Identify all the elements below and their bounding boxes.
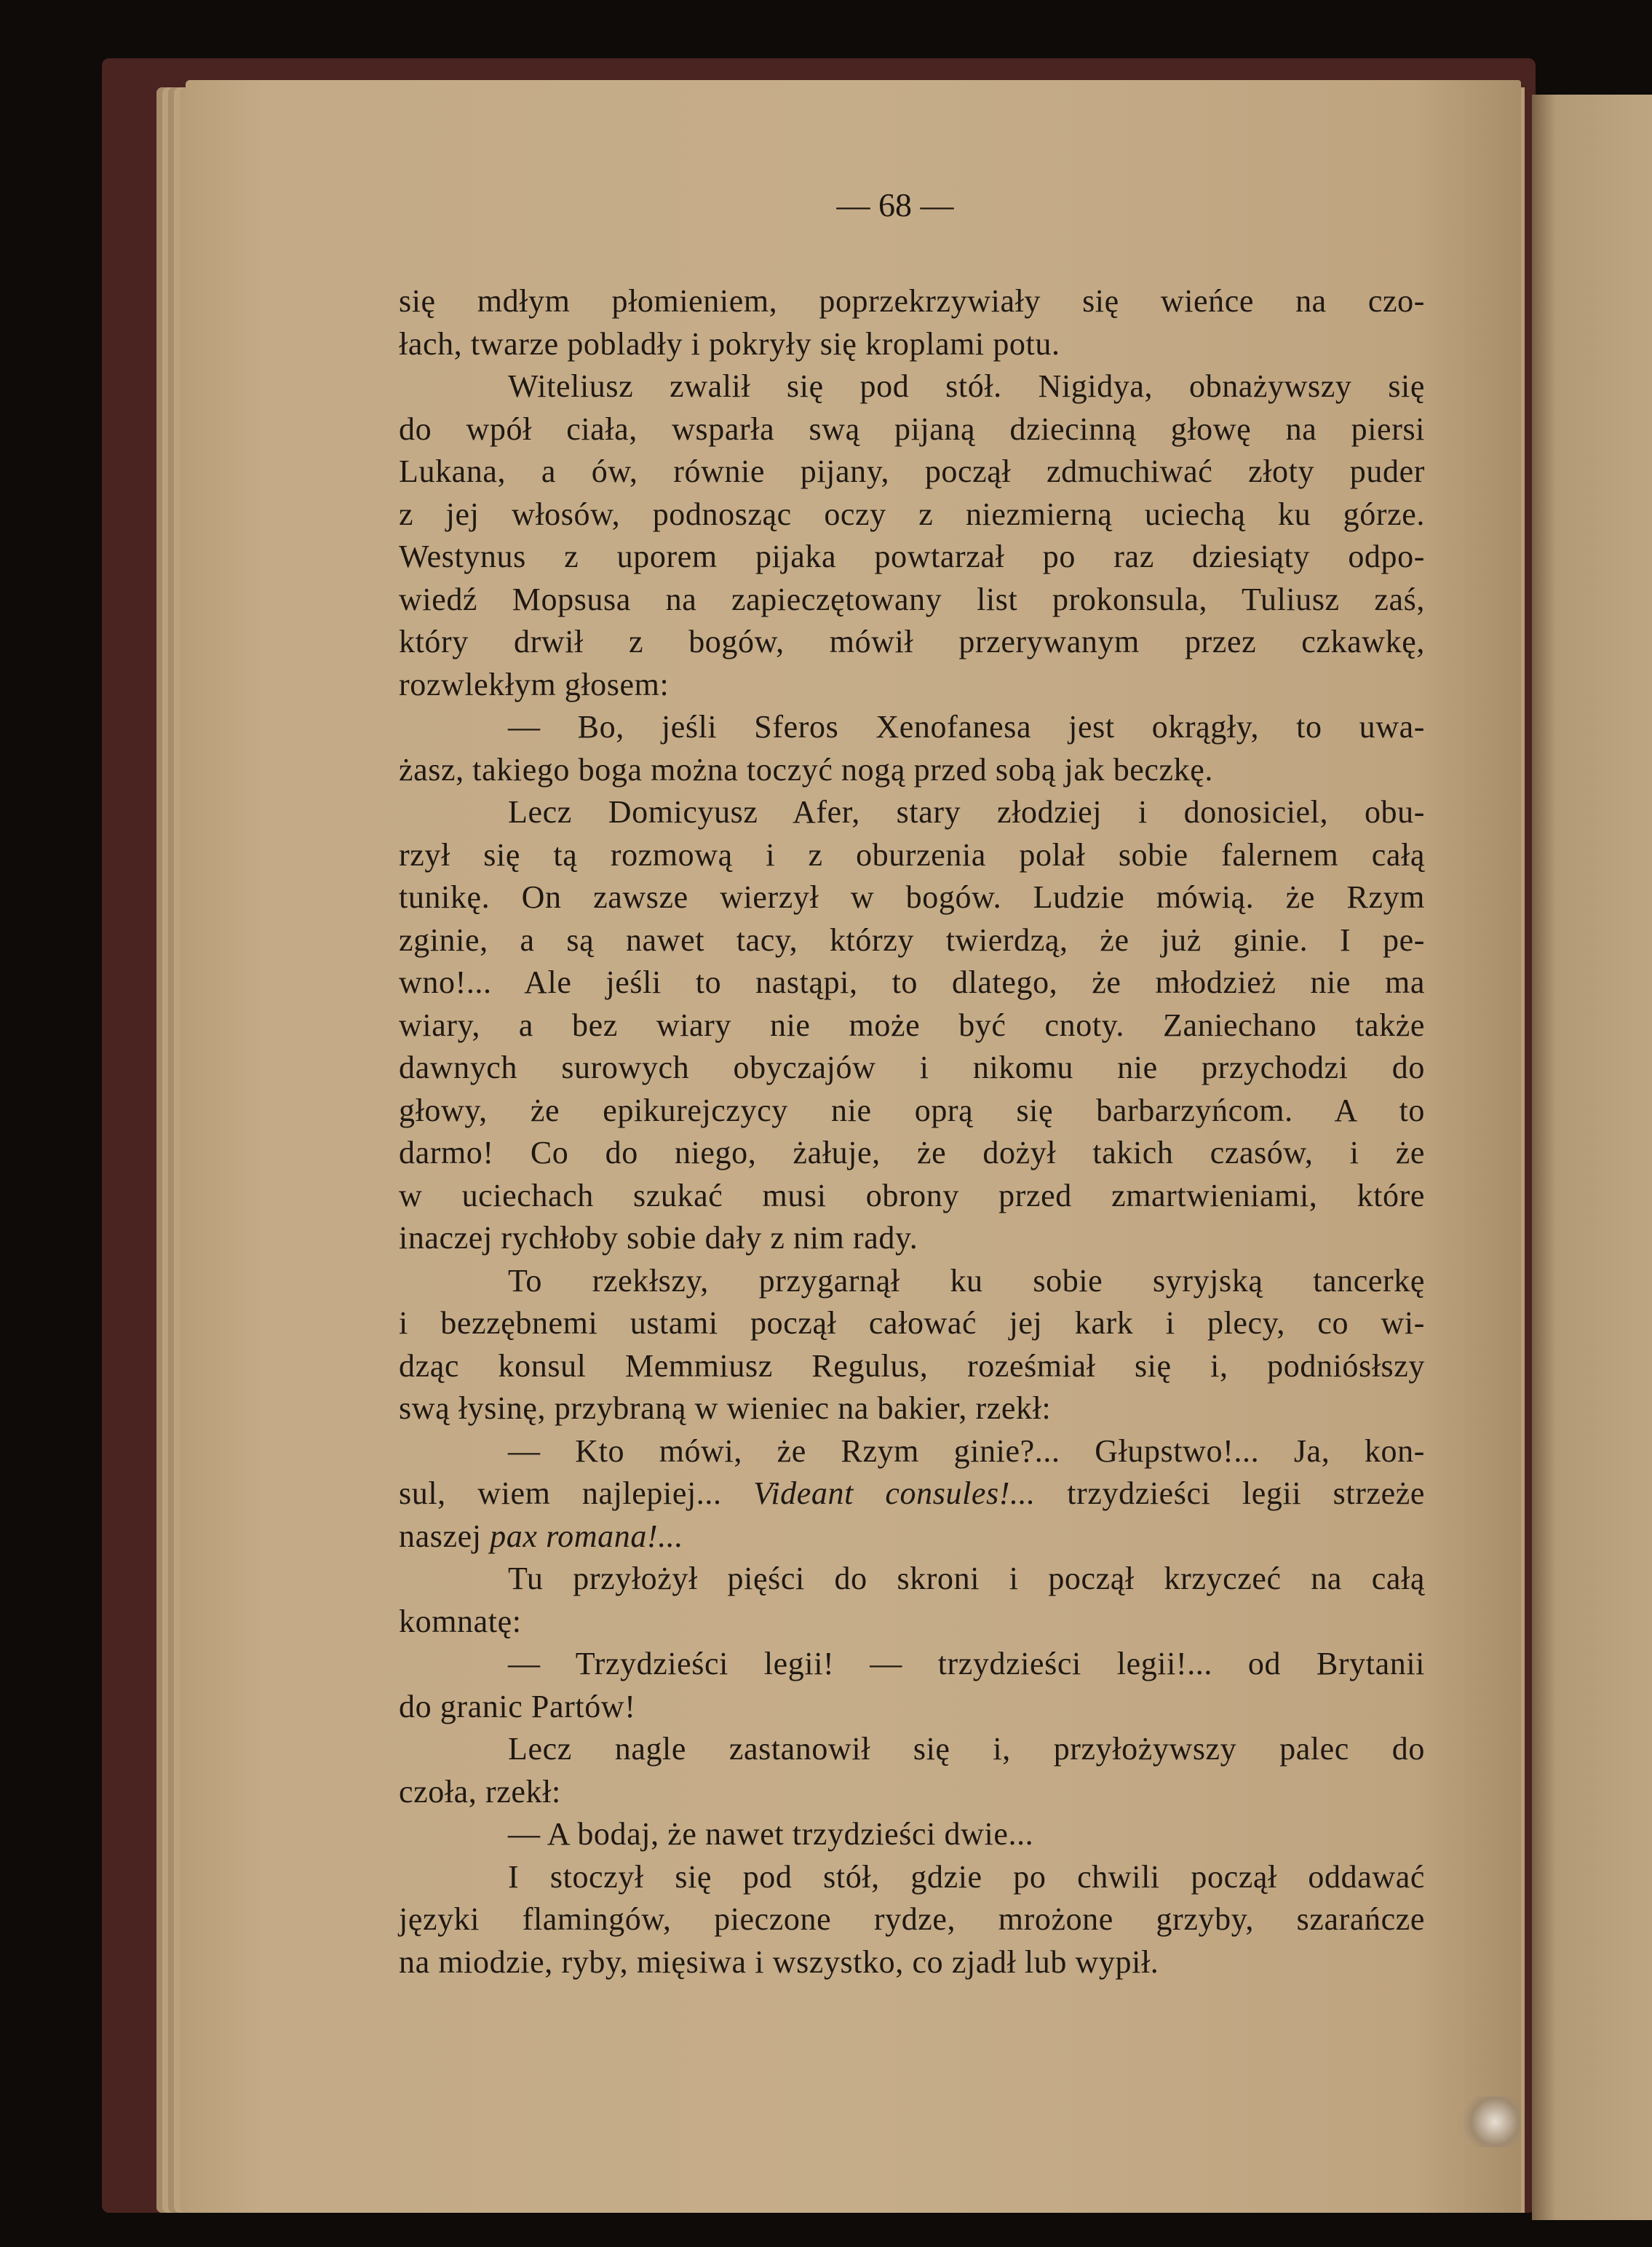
italic-phrase: pax romana!...: [490, 1518, 683, 1554]
text-line: inaczej rychłoby sobie dały z nim rady.: [399, 1220, 918, 1256]
text-line: To rzekłszy, przygarnął ku sobie syryjską tancerkę: [508, 1262, 1425, 1299]
text-line: — Kto mówi, że Rzym ginie?... Głupstwo!... Ja, kon-: [508, 1432, 1425, 1469]
text-line: i bezzębnemi ustami począł całować jej kark i plecy, co wi-: [399, 1305, 1425, 1341]
page-body-text: [399, 280, 1425, 1984]
text-line: Westynus z uporem pijaka powtarzał po raz dziesiąty odpo-: [399, 539, 1425, 574]
text-fragment: trzydzieści legii strzeże: [1035, 1475, 1425, 1511]
text-line: wno!... Ale jeśli to nastąpi, to dlatego, że młodzież nie ma: [399, 964, 1425, 1000]
italic-phrase: Videant consules!...: [753, 1475, 1036, 1511]
text-fragment: sul, wiem najlepiej...: [399, 1475, 754, 1511]
text-line: na miodzie, ryby, mięsiwa i wszystko, co zjadł lub wypił.: [399, 1943, 1159, 1980]
text-line: zginie, a są nawet tacy, którzy twierdzą, że już ginie. I pe-: [399, 922, 1425, 958]
page-number: — 68 —: [836, 186, 954, 223]
text-line: I stoczył się pod stół, gdzie po chwili począł oddawać: [508, 1858, 1425, 1895]
text-line: głowy, że epikurejczycy nie oprą się barbarzyńcom. A to: [399, 1092, 1425, 1128]
text-line: [399, 1473, 1425, 1515]
text-line: do wpół ciała, wsparła swą pijaną dziecinną głowę na piersi: [399, 411, 1425, 447]
text-line: — Bo, jeśli Sferos Xenofanesa jest okrągły, to uwa-: [508, 709, 1425, 745]
text-line: komnatę:: [399, 1603, 522, 1639]
text-line: który drwił z bogów, mówił przerywanym przez czkawkę,: [399, 624, 1425, 659]
text-line: do granic Partów!: [399, 1688, 636, 1724]
text-line: — A bodaj, że nawet trzydzieści dwie...: [508, 1816, 1034, 1852]
text-line: łach, twarze pobladły i pokryły się kroplami potu.: [399, 325, 1060, 362]
text-line: czoła, rzekł:: [399, 1773, 561, 1810]
text-line: swą łysinę, przybraną w wieniec na bakier, rzekł:: [399, 1390, 1052, 1426]
text-line: żasz, takiego boga można toczyć nogą przed sobą jak beczkę.: [399, 751, 1214, 788]
text-line: Witeliusz zwalił się pod stół. Nigidya, obnażywszy się: [508, 368, 1425, 404]
text-line: — Trzydzieści legii! — trzydzieści legii!... od Brytanii: [508, 1646, 1425, 1681]
text-line: tunikę. On zawsze wierzył w bogów. Ludzie mówią. że Rzym: [399, 879, 1425, 915]
page-corner-mark: [1456, 2096, 1521, 2147]
text-line: w uciechach szukać musi obrony przed zmartwieniami, które: [399, 1177, 1425, 1213]
text-line: wiedź Mopsusa na zapieczętowany list prokonsula, Tuliusz zaś,: [399, 581, 1425, 617]
text-line: języki flamingów, pieczone rydze, mrożone grzyby, szarańcze: [399, 1901, 1425, 1937]
text-line: Lecz Domicyusz Afer, stary złodziej i donosiciel, obu-: [508, 794, 1425, 830]
text-line: Lukana, a ów, równie pijany, począł zdmuchiwać złoty puder: [399, 453, 1425, 489]
text-line: dząc konsul Memmiusz Regulus, roześmiał się i, podniósłszy: [399, 1347, 1425, 1384]
facing-page-edge: [1532, 95, 1652, 2220]
text-line: się mdłym płomieniem, poprzekrzywiały się wieńce na czo-: [399, 283, 1425, 319]
text-line: darmo! Co do niego, żałuje, że dożył takich czasów, i że: [399, 1135, 1425, 1170]
text-line: [399, 1515, 1425, 1558]
text-line: rzył się tą rozmową i z oburzenia polał sobie falernem całą: [399, 836, 1425, 873]
text-line: wiary, a bez wiary nie może być cnoty. Zaniechano także: [399, 1007, 1425, 1043]
text-line: dawnych surowych obyczajów i nikomu nie przychodzi do: [399, 1050, 1425, 1085]
text-line: Tu przyłożył pięści do skroni i począł krzyczeć na całą: [508, 1561, 1425, 1596]
text-line: rozwlekłym głosem:: [399, 666, 670, 702]
text-line: Lecz nagle zastanowił się i, przyłożywszy palec do: [508, 1731, 1425, 1767]
text-line: z jej włosów, podnosząc oczy z niezmierną uciechą ku górze.: [399, 496, 1425, 532]
text-fragment: naszej: [399, 1518, 491, 1554]
